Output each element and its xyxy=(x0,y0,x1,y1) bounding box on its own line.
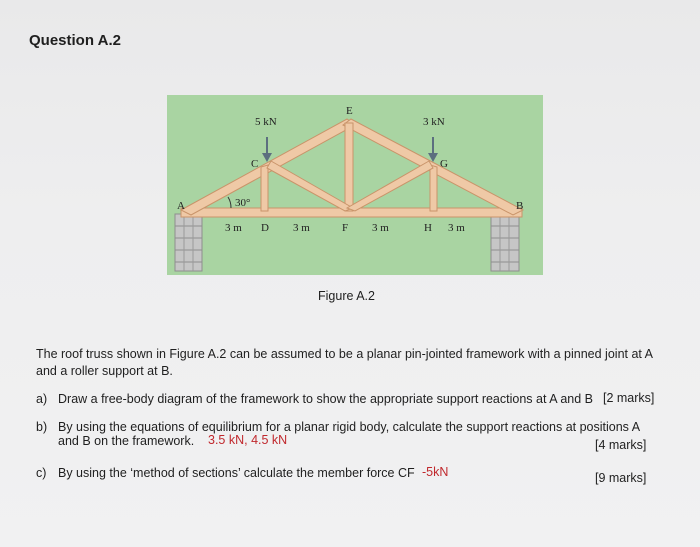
member-CD xyxy=(261,165,268,211)
question-b-marks: [4 marks] xyxy=(595,438,647,452)
question-b-text-2: and B on the framework. xyxy=(58,434,195,448)
span-label-1: 3 m xyxy=(225,222,242,234)
question-a-text: Draw a free-body diagram of the framework to show the appropriate support reactions at A and B xyxy=(58,392,594,406)
figure-caption: Figure A.2 xyxy=(318,289,375,303)
label-H: H xyxy=(424,222,432,234)
span-label-3: 3 m xyxy=(372,222,389,234)
label-G: G xyxy=(440,158,448,170)
member-EF xyxy=(345,123,353,211)
support-left xyxy=(175,214,202,271)
truss-figure xyxy=(167,95,543,275)
question-c xyxy=(36,465,415,482)
load-label-left: 5 kN xyxy=(255,116,277,128)
question-b-answer: 3.5 kN, 4.5 kN xyxy=(208,433,288,447)
intro-line-1: The roof truss shown in Figure A.2 can be assumed to be a planar pin-jointed framework with a pinned joint at A xyxy=(36,347,654,361)
span-label-4: 3 m xyxy=(448,222,465,234)
question-c-label: c) xyxy=(36,466,47,480)
label-A: A xyxy=(177,200,185,212)
label-D: D xyxy=(261,222,269,234)
support-right xyxy=(491,214,519,271)
question-a-marks: [2 marks] xyxy=(603,391,655,405)
member-GH xyxy=(430,165,437,211)
intro-line-2: and a roller support at B. xyxy=(36,364,173,378)
question-b-continued xyxy=(36,433,195,450)
truss-diagram xyxy=(167,95,543,275)
question-b-label: b) xyxy=(36,420,48,434)
question-b-text: By using the equations of equilibrium for a planar rigid body, calculate the support reactions at positions A xyxy=(58,420,641,434)
label-B: B xyxy=(516,200,524,212)
intro-paragraph xyxy=(36,346,676,380)
label-F: F xyxy=(342,222,349,234)
question-a-label: a) xyxy=(36,392,48,406)
load-label-right: 3 kN xyxy=(423,116,445,128)
question-c-marks: [9 marks] xyxy=(595,471,647,485)
question-c-text: By using the ‘method of sections’ calculate the member force CF xyxy=(58,466,415,480)
angle-label: 30° xyxy=(235,197,251,209)
label-E: E xyxy=(346,105,353,117)
question-heading: Question A.2 xyxy=(29,32,121,49)
span-label-2: 3 m xyxy=(293,222,310,234)
label-C: C xyxy=(251,158,259,170)
question-a xyxy=(36,391,594,408)
question-c-answer: -5kN xyxy=(422,465,449,479)
